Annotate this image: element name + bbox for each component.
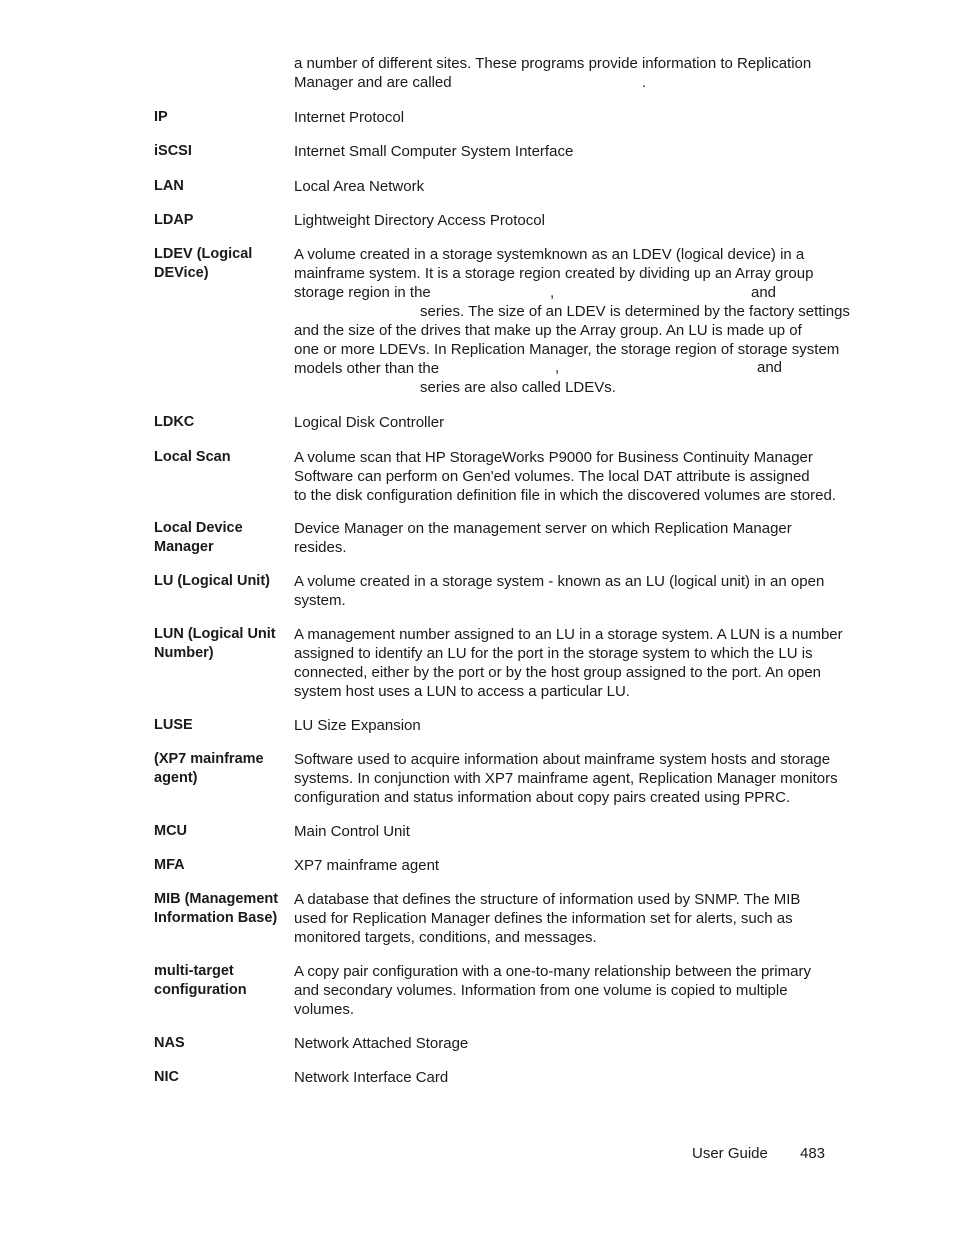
glossary-definition-line: Network Interface Card	[294, 1069, 449, 1086]
intro-line-2: Manager and are called	[294, 74, 452, 91]
glossary-term: DEVice)	[154, 265, 209, 281]
intro-line-1: a number of different sites. These programs provide information to Replication	[294, 55, 812, 72]
glossary-definition-line: Lightweight Directory Access Protocol	[294, 212, 545, 229]
glossary-term: Local Scan	[154, 449, 231, 465]
glossary-definition-line: to the disk configuration definition file in which the discovered volumes are stored.	[294, 487, 836, 504]
ldev-and-1: and	[751, 284, 777, 301]
glossary-definition-line: system.	[294, 592, 346, 609]
glossary-definition-line: Internet Protocol	[294, 109, 405, 126]
glossary-definition-line: LU Size Expansion	[294, 717, 421, 734]
glossary-definition-line: A copy pair configuration with a one-to-many relationship between the primary	[294, 963, 811, 980]
glossary-term: LAN	[154, 178, 184, 194]
glossary-term: configuration	[154, 982, 247, 998]
glossary-definition-line: monitored targets, conditions, and messages.	[294, 929, 597, 946]
glossary-definition-line: and secondary volumes. Information from one volume is copied to multiple	[294, 982, 788, 999]
glossary-definition-line: A management number assigned to an LU in a storage system. A LUN is a number	[294, 626, 843, 643]
glossary-definition-line: A volume created in a storage system - known as an LU (logical unit) in an open	[294, 573, 825, 590]
glossary-term: (XP7 mainframe	[154, 751, 264, 767]
glossary-term: Information Base)	[154, 910, 278, 926]
glossary-definition-line: A volume scan that HP StorageWorks P9000 for Business Continuity Manager	[294, 449, 813, 466]
glossary-definition-line: A database that defines the structure of information used by SNMP. The MIB	[294, 891, 801, 908]
glossary-definition-line: mainframe system. It is a storage region created by dividing up an Array group	[294, 265, 814, 282]
glossary-definition-line: series are also called LDEVs.	[420, 379, 616, 396]
glossary-term: LDKC	[154, 414, 195, 430]
glossary-term: LUSE	[154, 717, 193, 733]
glossary-definition-line: models other than the	[294, 360, 440, 377]
glossary-definition-line: used for Replication Manager defines the information set for alerts, such as	[294, 910, 793, 927]
glossary-term: LDAP	[154, 212, 194, 228]
glossary-definition-line: Internet Small Computer System Interface	[294, 143, 574, 160]
glossary-definition-line: systems. In conjunction with XP7 mainframe agent, Replication Manager monitors	[294, 770, 838, 787]
glossary-definition-line: system host uses a LUN to access a particular LU.	[294, 683, 630, 700]
glossary-definition-line: assigned to identify an LU for the port in the storage system to which the LU is	[294, 645, 813, 662]
glossary-term: LUN (Logical Unit	[154, 626, 276, 642]
glossary-definition-line: one or more LDEVs. In Replication Manager, the storage region of storage system	[294, 341, 840, 358]
glossary-term: MIB (Management	[154, 891, 279, 907]
glossary-definition-line: volumes.	[294, 1001, 355, 1018]
ldev-comma-1: ,	[550, 284, 555, 301]
glossary-term: agent)	[154, 770, 198, 786]
glossary-definition-line: Local Area Network	[294, 178, 425, 195]
glossary-definition-line: Network Attached Storage	[294, 1035, 469, 1052]
glossary-term: LDEV (Logical	[154, 246, 253, 262]
glossary-term: multi-target	[154, 963, 234, 979]
glossary-definition-line: resides.	[294, 539, 347, 556]
glossary-term: iSCSI	[154, 143, 192, 159]
glossary-term: LU (Logical Unit)	[154, 573, 270, 589]
footer-title: User Guide	[692, 1145, 768, 1162]
glossary-definition-line: Logical Disk Controller	[294, 414, 445, 431]
ldev-and-2: and	[757, 359, 783, 376]
glossary-definition-line: Software can perform on Gen'ed volumes. The local DAT attribute is assigned	[294, 468, 810, 485]
glossary-term: MCU	[154, 823, 188, 839]
footer-page-number: 483	[800, 1145, 826, 1162]
glossary-term: Number)	[154, 645, 214, 661]
glossary-definition-line: Main Control Unit	[294, 823, 410, 840]
glossary-term: Local Device	[154, 520, 243, 536]
glossary-definition-line: Device Manager on the management server on which Replication Manager	[294, 520, 792, 537]
glossary-definition-line: connected, either by the port or by the host group assigned to the port. An open	[294, 664, 822, 681]
glossary-definition-line: Software used to acquire information about mainframe system hosts and storage	[294, 751, 831, 768]
glossary-definition-line: XP7 mainframe agent	[294, 857, 440, 874]
glossary-term: NIC	[154, 1069, 179, 1085]
glossary-term: MFA	[154, 857, 185, 873]
glossary-term: NAS	[154, 1035, 185, 1051]
glossary-definition-line: storage region in the	[294, 284, 431, 301]
intro-period: .	[642, 74, 647, 91]
ldev-comma-2: ,	[555, 359, 560, 376]
glossary-term: Manager	[154, 539, 214, 555]
glossary-definition-line: A volume created in a storage systemknown as an LDEV (logical device) in a	[294, 246, 805, 263]
glossary-definition-line: and the size of the drives that make up the Array group. An LU is made up of	[294, 322, 802, 339]
glossary-definition-line: configuration and status information about copy pairs created using PPRC.	[294, 789, 791, 806]
glossary-term: IP	[154, 109, 168, 125]
glossary-definition-line: series. The size of an LDEV is determined by the factory settings	[420, 303, 850, 320]
